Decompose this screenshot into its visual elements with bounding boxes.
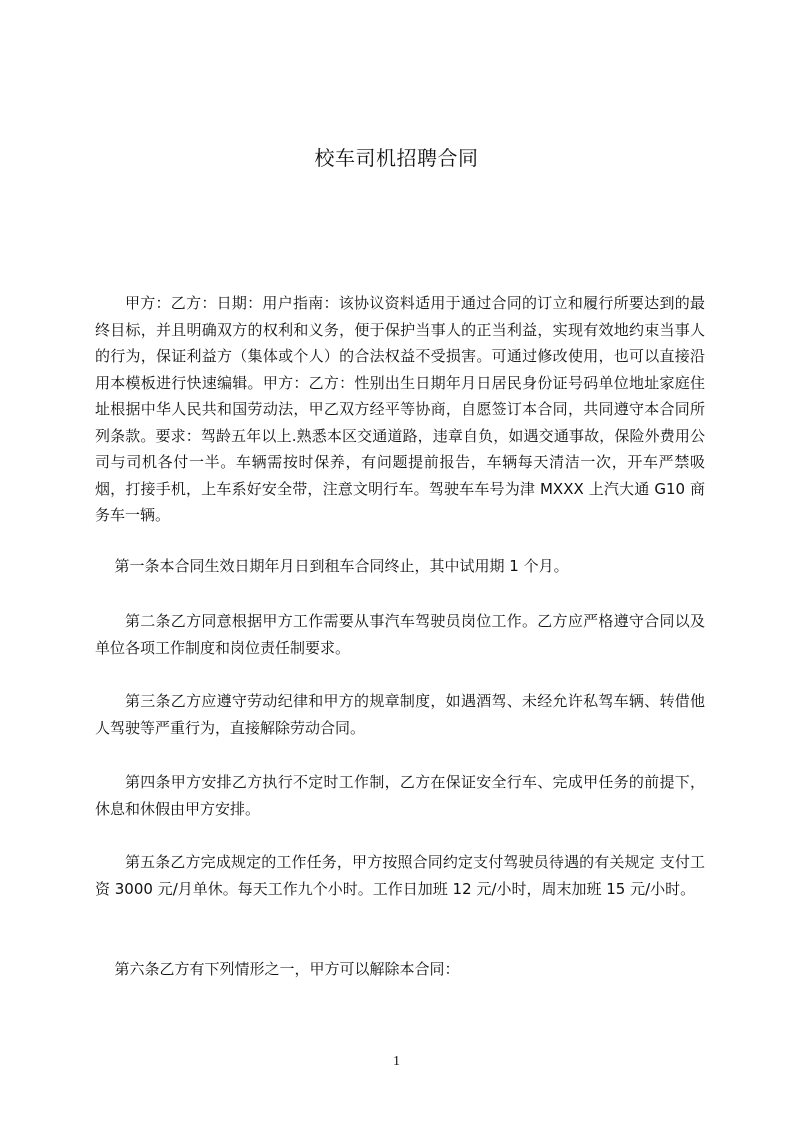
article-4-paragraph: 第四条甲方安排乙方执行不定时工作制，乙方在保证安全行车、完成甲任务的前提下，休息和休假由甲方安排。 <box>95 773 705 818</box>
document-title: 校车司机招聘合同 <box>314 146 479 170</box>
article-1-paragraph: 第一条本合同生效日期年月日到租车合同终止，其中试用期 1 个月。 <box>114 557 569 575</box>
article-6-paragraph: 第六条乙方有下列情形之一，甲方可以解除本合同： <box>114 960 460 978</box>
article-2-paragraph: 第二条乙方同意根据甲方工作需要从事汽车驾驶员岗位工作。乙方应严格遵守合同以及单位各项工作制度和岗位责任制要求。 <box>95 612 705 657</box>
intro-paragraph: 甲方：乙方：日期：用户指南：该协议资料适用于通过合同的订立和履行所要达到的最终目标，并且明确双方的权利和义务，便于保护当事人的正当利益，实现有效地约束当事人的行为，保证利益方（集体或个人）的合法权益不受损害。可通过修改使用，也可以直接沿用本模板进行快速编辑。甲方：乙方：性别出生日期年月日居民身份证号码单位地址家庭住址根据中华人民共和国劳动法，甲乙双方经平等协商，自愿签订本合同，共同遵守本合同所列条款。要求：驾龄五年以上.熟悉本区交通道路，违章自负，如遇交通事故，保险外费用公司与司机各付一半。车辆需按时保养，有问题提前报告，车辆每天清洁一次，开车严禁吸烟，打接手机，上车系好安全带，注意文明行车。驾驶车车号为津 MXXX 上汽大通 G10 商务车一辆。 <box>95 294 705 524</box>
article-5-paragraph: 第五条乙方完成规定的工作任务，甲方按照合同约定支付驾驶员待遇的有关规定 支付工资 3000 元/月单休。每天工作九个小时。工作日加班 12 元/小时，周末加班 15 元/小时。 <box>95 853 705 898</box>
page-number: 1 <box>393 1054 400 1069</box>
article-3-paragraph: 第三条乙方应遵守劳动纪律和甲方的规章制度，如遇酒驾、未经允许私驾车辆、转借他人驾驶等严重行为，直接解除劳动合同。 <box>95 692 705 737</box>
